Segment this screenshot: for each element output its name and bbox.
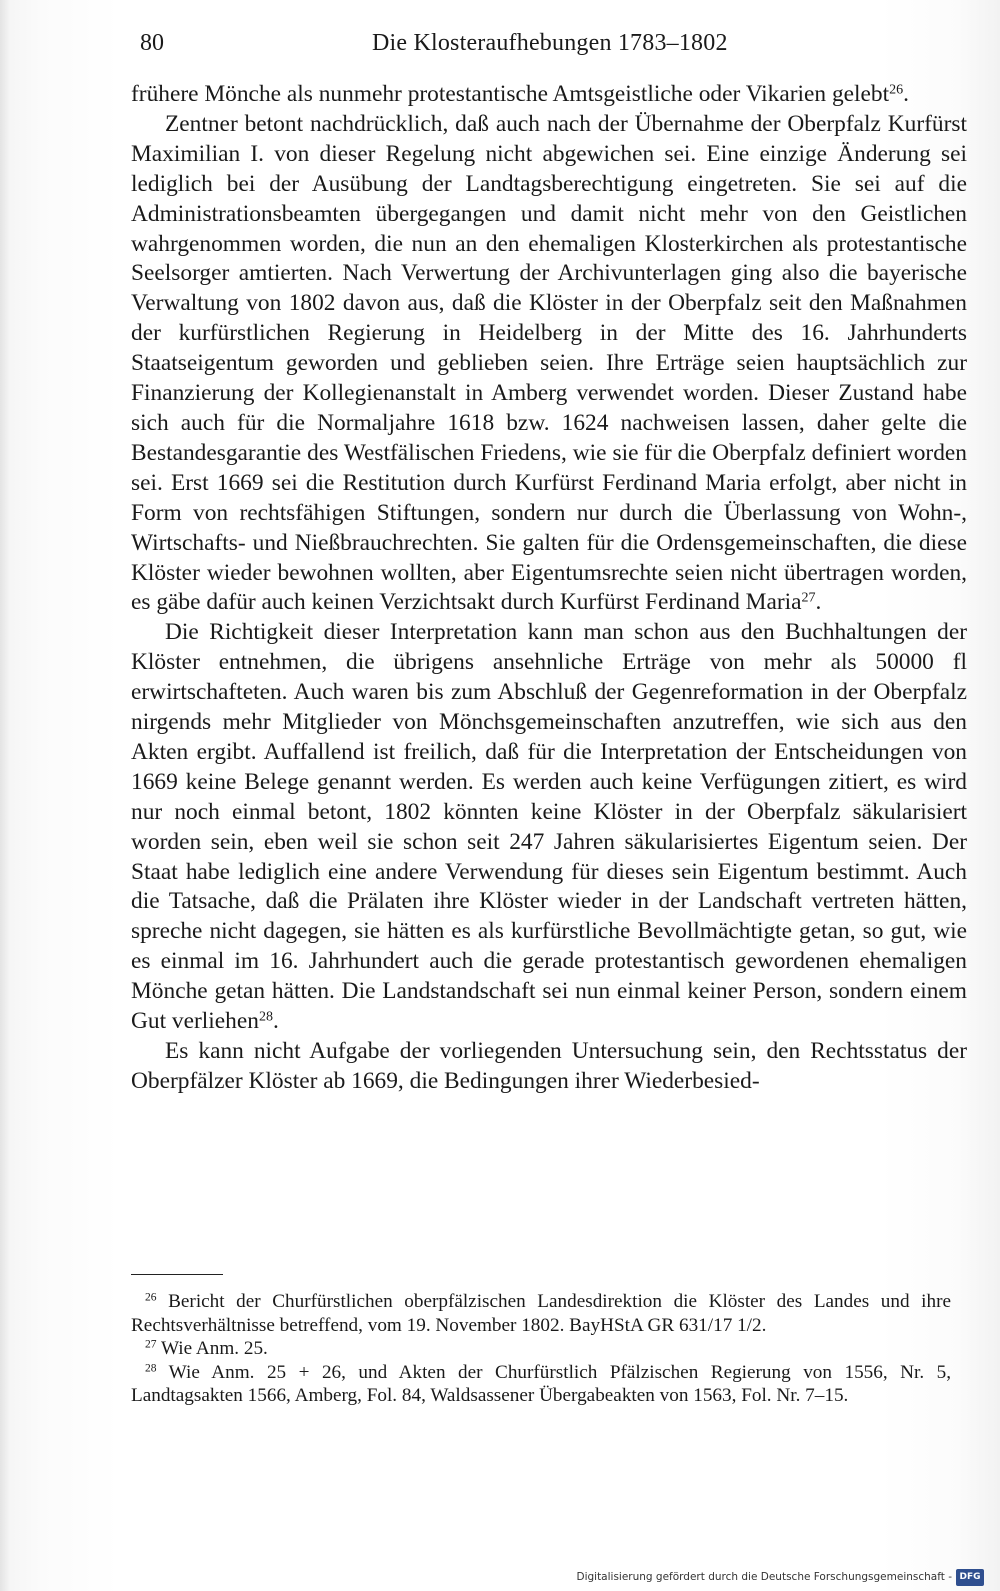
paragraph-2: Zentner betont nachdrücklich, daß auch nach der Übernahme der Oberpfalz Kurfürst Maximilian I. von dieser Regelung nicht abgewichen sei. Eine einzige Änderung sei lediglich bei der Ausübung der Landtagsberechtigung eingetreten. Sie sei auf die Administrationsbeamten übergegangen und damit nicht mehr von den Geistlichen wahrgenommen worden, die nun an den ehemaligen Klosterkirchen als protestantische Seelsorger amtierten. Nach Verwertung der Archivunterlagen ging also die bayerische Verwaltung von 1802 davon aus, daß die Klöster in der Oberpfalz seit den Maßnahmen der kurfürstlichen Regierung in Heidelberg in der Mitte des 16. Jahrhunderts Staatseigentum geworden und geblieben seien. Ihre Erträge seien hauptsächlich zur Finanzierung der Kollegienanstalt in Amberg verwendet worden. Dieser Zustand habe sich auch für die Normaljahre 1618 bzw. 1624 nachweisen lassen, daher gelte die Bestandesgarantie des Westfälischen Friedens, wie sie für die Oberpfalz definiert worden sei. Erst 1669 sei die Restitution durch Kurfürst Ferdinand Maria erfolgt, aber nicht in Form von rechtsfähigen Stiftungen, sondern nur durch die Überlassung von Wohn-, Wirtschafts- und Nießbrauchrechten. Sie galten für die Ordensgemeinschaften, die diese Klöster wieder bewohnen wollten, aber Eigentumsrechte seien nicht übertragen worden, es gäbe dafür auch keinen Verzichtsakt durch Kurfürst Ferdinand Maria$^{27}$.: [131, 110, 967, 616]
note-ref-28: 28: [258, 1008, 273, 1025]
footnote-number: 28: [145, 1362, 157, 1375]
footnote-text: Bericht der Churfürstlichen oberpfälzischen Landesdirektion die Klöster des Landes und ihre Rechtsverhältnisse betreffend, vom 19. November 1802. BayHStA GR 631/17 1/2.: [131, 1291, 951, 1336]
paragraph-4-text: Es kann nicht Aufgabe der vorliegenden Untersuchung sein, den Rechtsstatus der Oberpfälzer Klöster ab 1669, die Bedingungen ihrer Wiederbesied-: [131, 1038, 967, 1094]
page-gutter-shadow: [0, 0, 10, 1591]
paragraph-3-text: Die Richtigkeit dieser Interpretation kann man schon aus den Buchhaltungen der Klöster entnehmen, die übrigens ansehnliche Erträge von mehr als 50000 fl erwirtschafteten. Auch waren bis zum Abschluß der Gegenreformation in der Oberpfalz nirgends mehr Mitglieder von Mönchsgemeinschaften anzutreffen, wie sich aus den Akten ergibt. Auffallend ist freilich, daß für die Interpretation der Entscheidungen von 1669 keine Belege genannt werden. Es werden auch keine Verfügungen zitiert, es wird nur noch einmal betont, 1802 könnten keine Klöster in der Oberpfalz säkularisiert worden sein, eben weil sie schon seit 247 Jahren säkularisiertes Eigentum seien. Der Staat habe lediglich eine andere Verwendung für dieses sein Eigentum bestimmt. Auch die Tatsache, daß die Prälaten ihre Klöster wieder in der Landschaft vertreten hätten, spreche nicht dagegen, sie hätten es als kurfürstliche Bevollmächtigte getan, so gut, wie es einmal im 16. Jahrhundert auch die gerade protestantisch gewordenen ehemaligen Mönche getan hätten. Die Landstandschaft sei nun einmal keiner Person, sondern einem Gut verliehen: [131, 619, 967, 1035]
footnote-rule: [131, 1274, 223, 1275]
page-number: 80: [140, 30, 164, 56]
dfg-logo: DFG: [956, 1569, 984, 1586]
note-ref-26: 26: [889, 81, 904, 98]
paragraph-2-text: Zentner betont nachdrücklich, daß auch nach der Übernahme der Oberpfalz Kurfürst Maximilian I. von dieser Regelung nicht abgewichen sei. Eine einzige Änderung sei lediglich bei der Ausübung der Landtagsberechtigung eingetreten. Sie sei auf die Administrationsbeamten übergegangen und damit nicht mehr von den Geistlichen wahrgenommen worden, die nun an den ehemaligen Klosterkirchen als protestantische Seelsorger amtierten. Nach Verwertung der Archivunterlagen ging also die bayerische Verwaltung von 1802 davon aus, daß die Klöster in der Oberpfalz seit den Maßnahmen der kurfürstlichen Regierung in Heidelberg in der Mitte des 16. Jahrhunderts Staatseigentum geworden und geblieben seien. Ihre Erträge seien hauptsächlich zur Finanzierung der Kollegienanstalt in Amberg verwendet worden. Dieser Zustand habe sich auch für die Normaljahre 1618 bzw. 1624 nachweisen lassen, daher gelte die Bestandesgarantie des Westfälischen Friedens, wie sie für die Oberpfalz definiert worden sei. Erst 1669 sei die Restitution durch Kurfürst Ferdinand Maria erfolgt, aber nicht in Form von rechtsfähigen Stiftungen, sondern nur durch die Überlassung von Wohn-, Wirtschafts- und Nießbrauchrechten. Sie galten für die Ordensgemeinschaften, die diese Klöster wieder bewohnen wollten, aber Eigentumsrechte seien nicht übertragen worden, es gäbe dafür auch keinen Verzichtsakt durch Kurfürst Ferdinand Maria: [131, 110, 967, 616]
paragraph-1-text: frühere Mönche als nunmehr protestantische Amtsgeistliche oder Vikarien gelebt: [131, 81, 890, 107]
footnote-number: 27: [145, 1338, 157, 1351]
running-head: [140, 30, 960, 66]
footnote-27: [131, 1337, 951, 1361]
footnotes: [131, 1290, 951, 1408]
note-ref-27: 27: [801, 589, 816, 606]
footnote-text: Wie Anm. 25.: [160, 1338, 268, 1359]
footnote-text: Wie Anm. 25 + 26, und Akten der Churfürstlich Pfälzischen Regierung von 1556, Nr. 5, Landtagsakten 1566, Amberg, Fol. 84, Waldsassener Übergabeakten von 1563, Fol. Nr. 7–15.: [131, 1361, 952, 1406]
digitization-note: Digitalisierung gefördert durch die Deutsche Forschungsgemeinschaft -: [576, 1571, 952, 1583]
footnote-26: [131, 1290, 951, 1337]
footnote-number: 26: [145, 1291, 157, 1304]
paragraph-4: [131, 1037, 967, 1097]
running-title: Die Klosteraufhebungen 1783–1802: [372, 30, 728, 56]
footnote-28: [131, 1361, 951, 1408]
paragraph-1: frühere Mönche als nunmehr protestantische Amtsgeistliche oder Vikarien gelebt$^{26}$.: [131, 81, 910, 107]
body-text: [131, 80, 967, 1097]
paragraph-3: Die Richtigkeit dieser Interpretation kann man schon aus den Buchhaltungen der Klöster entnehmen, die übrigens ansehnliche Erträge von mehr als 50000 fl erwirtschafteten. Auch waren bis zum Abschluß der Gegenreformation in der Oberpfalz nirgends mehr Mitglieder von Mönchsgemeinschaften anzutreffen, wie sich aus den Akten ergibt. Auffallend ist freilich, daß für die Interpretation der Entscheidungen von 1669 keine Belege genannt werden. Es werden auch keine Verfügungen zitiert, es wird nur noch einmal betont, 1802 könnten keine Klöster in der Oberpfalz säkularisiert worden sein, eben weil sie schon seit 247 Jahren säkularisiertes Eigentum seien. Der Staat habe lediglich eine andere Verwendung für dieses sein Eigentum bestimmt. Auch die Tatsache, daß die Prälaten ihre Klöster wieder in der Landschaft vertreten hätten, spreche nicht dagegen, sie hätten es als kurfürstliche Bevollmächtigte getan, so gut, wie es einmal im 16. Jahrhundert auch die gerade protestantisch gewordenen ehemaligen Mönche getan hätten. Die Landstandschaft sei nun einmal keiner Person, sondern einem Gut verliehen$^{28}$.: [131, 619, 967, 1035]
